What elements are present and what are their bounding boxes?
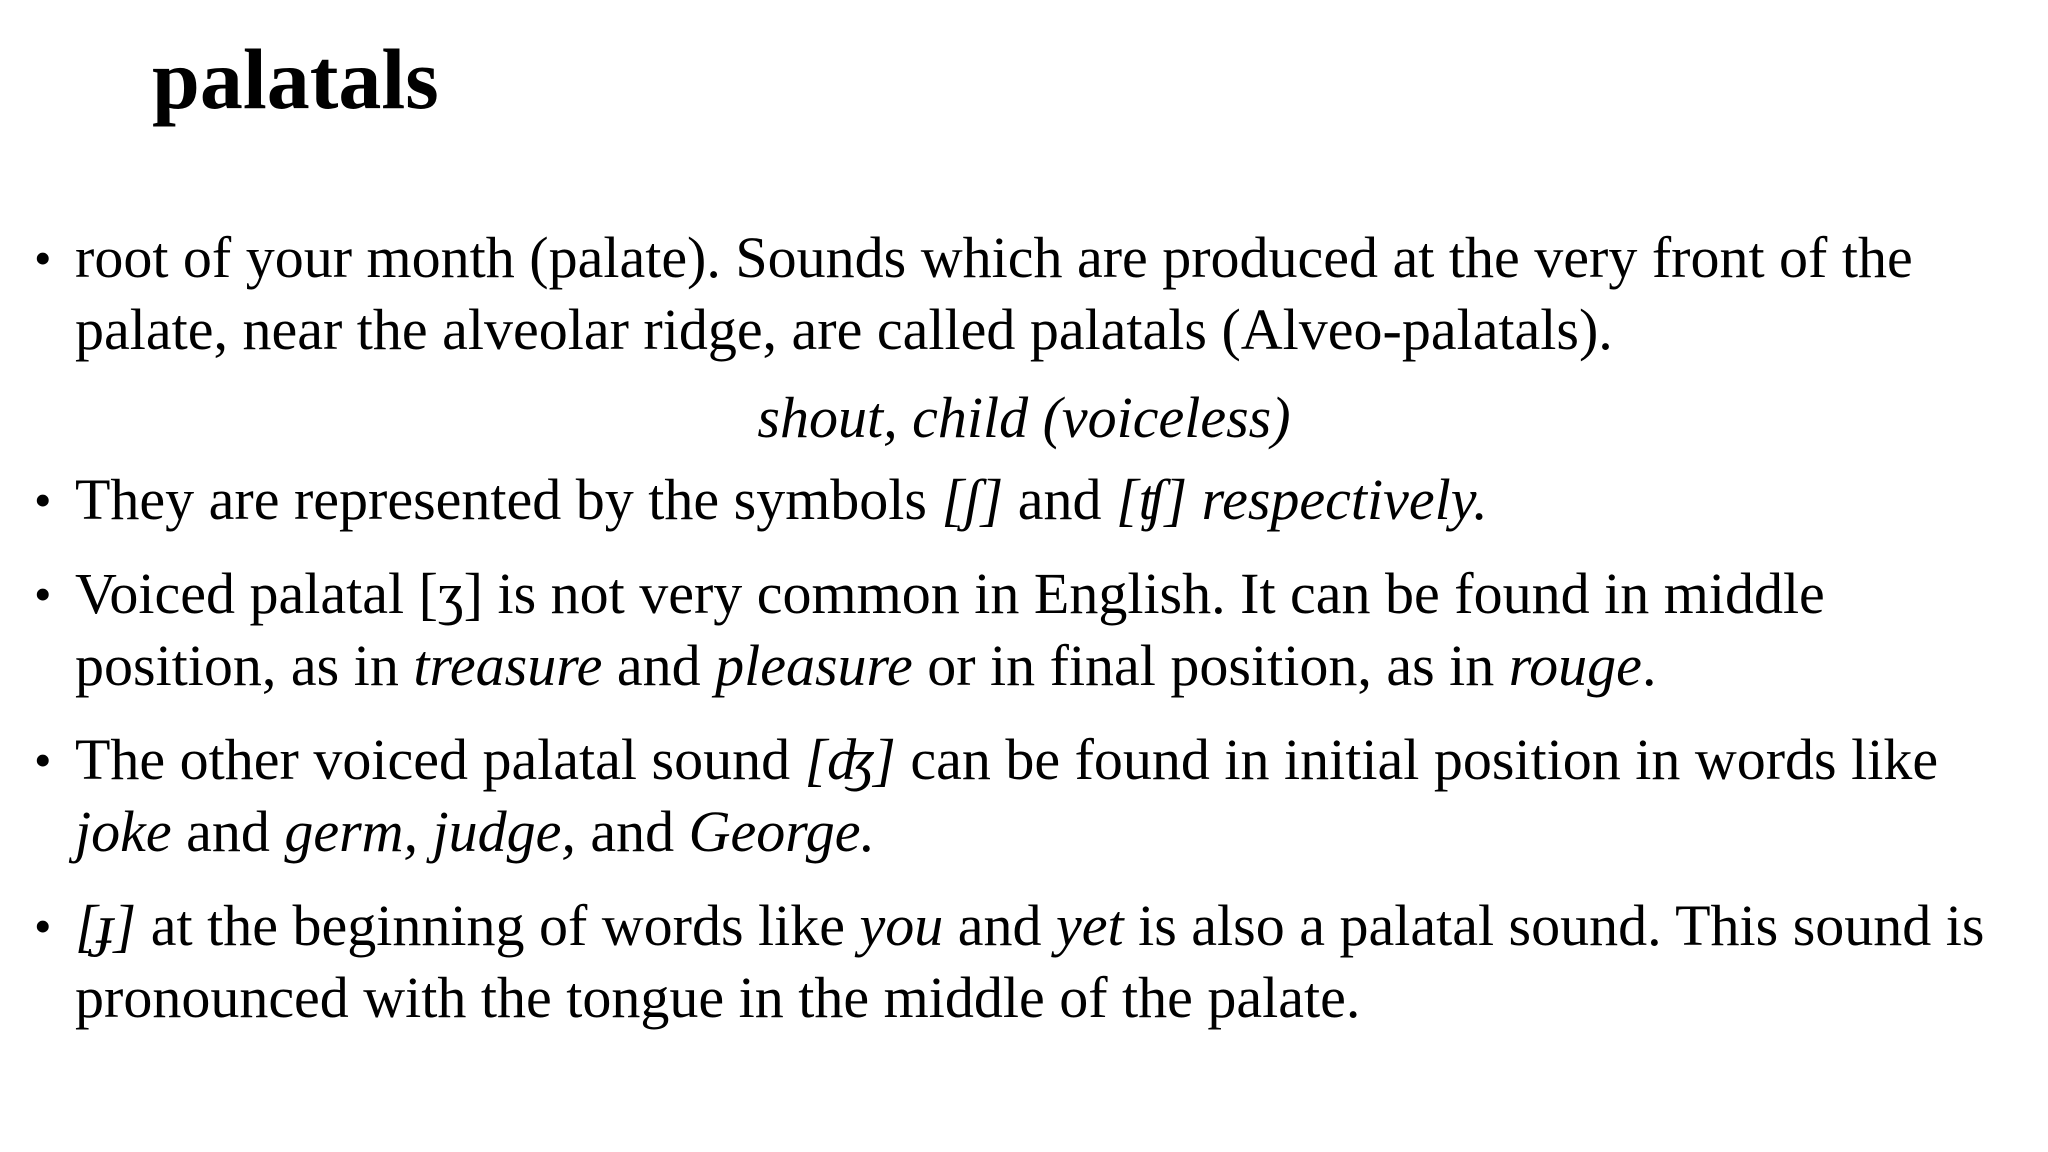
bullet-marker: • — [34, 472, 52, 528]
slide-title: palatals — [152, 31, 439, 127]
bullet-text: at the beginning of words like — [136, 893, 860, 958]
bullet-text: can be found in initial position in words like — [895, 727, 1939, 792]
example-word: rouge — [1508, 633, 1642, 698]
bullet-text: Voiced palatal [ʒ] is not very common in English. It can be found in middle position, as in — [75, 561, 1825, 698]
bullet-text: and — [943, 893, 1057, 958]
example-word: joke — [75, 799, 172, 864]
bullet-marker: • — [34, 898, 52, 954]
bullet-text: The other voiced palatal sound — [75, 727, 805, 792]
bullet-item-1 — [0, 222, 2048, 366]
bullet-text — [1187, 467, 1202, 532]
bullet-marker: • — [34, 230, 52, 286]
bullet-item-2 — [0, 464, 2048, 536]
bullet-text: and — [575, 799, 689, 864]
bullet-list — [0, 222, 2048, 1056]
example-word: yet — [1056, 893, 1124, 958]
bullet-item-4 — [0, 724, 2048, 868]
bullet-text: is also a palatal sound. This sound is pronounced with the tongue in the middle of the palate. — [75, 893, 1985, 1030]
bullet-text: or in final position, as in — [912, 633, 1509, 698]
bullet-marker: • — [34, 732, 52, 788]
ipa-symbol: [ʧ] — [1116, 467, 1188, 532]
bullet-text: . — [1641, 633, 1657, 698]
bullet-marker: • — [34, 566, 52, 622]
bullet-text: and — [1003, 467, 1117, 532]
example-word: germ, judge, — [284, 799, 576, 864]
ipa-symbol: [ʤ] — [804, 727, 896, 792]
ipa-symbol: [ʃ] — [941, 467, 1004, 532]
bullet-item-3 — [0, 558, 2048, 702]
example-word: George. — [688, 799, 875, 864]
bullet-text: and — [602, 633, 716, 698]
example-word: treasure — [413, 633, 603, 698]
ipa-symbol: [ɟ] — [75, 893, 137, 958]
bullet-text: root of your month (palate). Sounds which are produced at the very front of the palate, near the alveolar ridge, are called palatals (Alveo-palatals). — [75, 225, 1913, 362]
bullet-item-5 — [0, 890, 2048, 1034]
bullet-text: and — [171, 799, 285, 864]
bullet-text: They are represented by the symbols — [75, 467, 942, 532]
example-word: pleasure — [715, 633, 913, 698]
example-word: you — [859, 893, 944, 958]
emphasis-text: respectively. — [1201, 467, 1488, 532]
example-line: shout, child (voiceless) — [757, 385, 1291, 450]
